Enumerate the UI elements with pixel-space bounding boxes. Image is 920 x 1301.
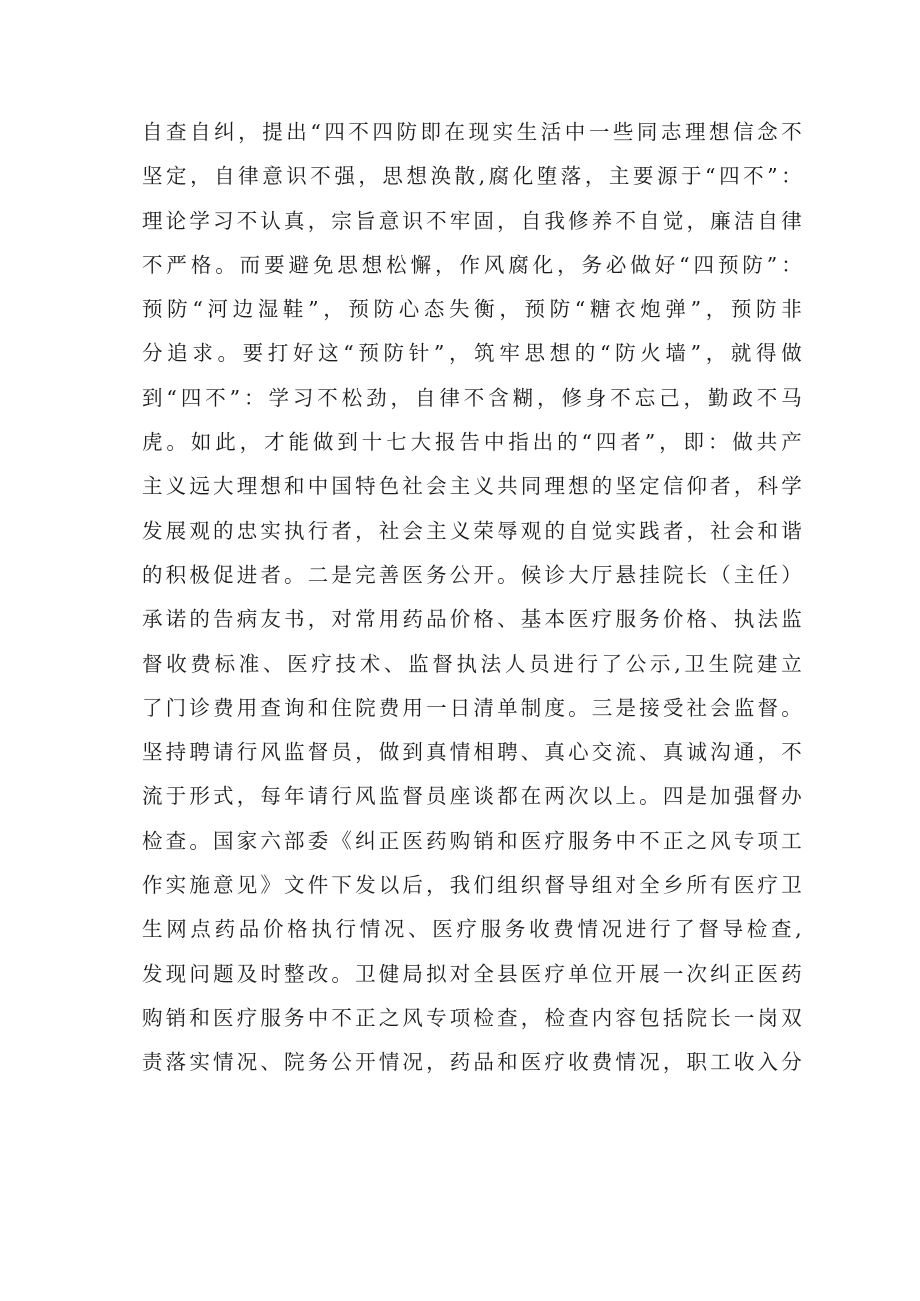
text-line: 购销和医疗服务中不正之风专项检查，检查内容包括院长一岗双 (142, 1005, 802, 1030)
text-line: 理论学习不认真，宗旨意识不牢固，自我修养不自觉，廉洁自律 (142, 208, 802, 233)
text-line: 预防“河边湿鞋”，预防心态失衡，预防“糖衣炮弹”，预防非 (142, 297, 802, 322)
text-line: 发展观的忠实执行者，社会主义荣辱观的自觉实践者，社会和谐 (142, 518, 802, 543)
text-line: 到“四不”：学习不松劲，自律不含糊，修身不忘己，勤政不马 (142, 385, 802, 410)
text-line: 分追求。要打好这“预防针”，筑牢思想的“防火墙”，就得做 (142, 341, 802, 366)
text-line: 自查自纠，提出“四不四防即在现实生活中一些同志理想信念不 (142, 120, 802, 144)
text-line: 责落实情况、院务公开情况，药品和医疗收费情况，职工收入分 (142, 1050, 802, 1075)
text-line: 虎。如此，才能做到十七大报告中指出的“四者”，即：做共产 (142, 430, 802, 455)
text-line: 坚持聘请行风监督员，做到真情相聘、真心交流、真诚沟通，不 (142, 740, 802, 765)
body-text (142, 110, 802, 1085)
text-line: 的积极促进者。二是完善医务公开。候诊大厅悬挂院长（主任） (142, 562, 802, 587)
text-line: 发现问题及时整改。卫健局拟对全县医疗单位开展一次纠正医药 (142, 961, 802, 986)
text-line: 检查。国家六部委《纠正医药购销和医疗服务中不正之风专项工 (142, 828, 802, 853)
text-line: 生网点药品价格执行情况、医疗服务收费情况进行了督导检查, (142, 917, 802, 942)
text-line: 坚定，自律意识不强，思想涣散,腐化堕落，主要源于“四不”： (142, 164, 802, 189)
text-line: 流于形式，每年请行风监督员座谈都在两次以上。四是加强督办 (142, 784, 802, 809)
text-line: 主义远大理想和中国特色社会主义共同理想的坚定信仰者，科学 (142, 474, 802, 499)
text-line: 承诺的告病友书，对常用药品价格、基本医疗服务价格、执法监 (142, 607, 802, 632)
text-line: 不严格。而要避免思想松懈，作风腐化，务必做好“四预防”： (142, 252, 802, 277)
text-line: 了门诊费用查询和住院费用一日清单制度。三是接受社会监督。 (142, 695, 802, 720)
text-line: 作实施意见》文件下发以后，我们组织督导组对全乡所有医疗卫 (142, 873, 802, 898)
text-line: 督收费标准、医疗技术、监督执法人员进行了公示,卫生院建立 (142, 651, 802, 676)
